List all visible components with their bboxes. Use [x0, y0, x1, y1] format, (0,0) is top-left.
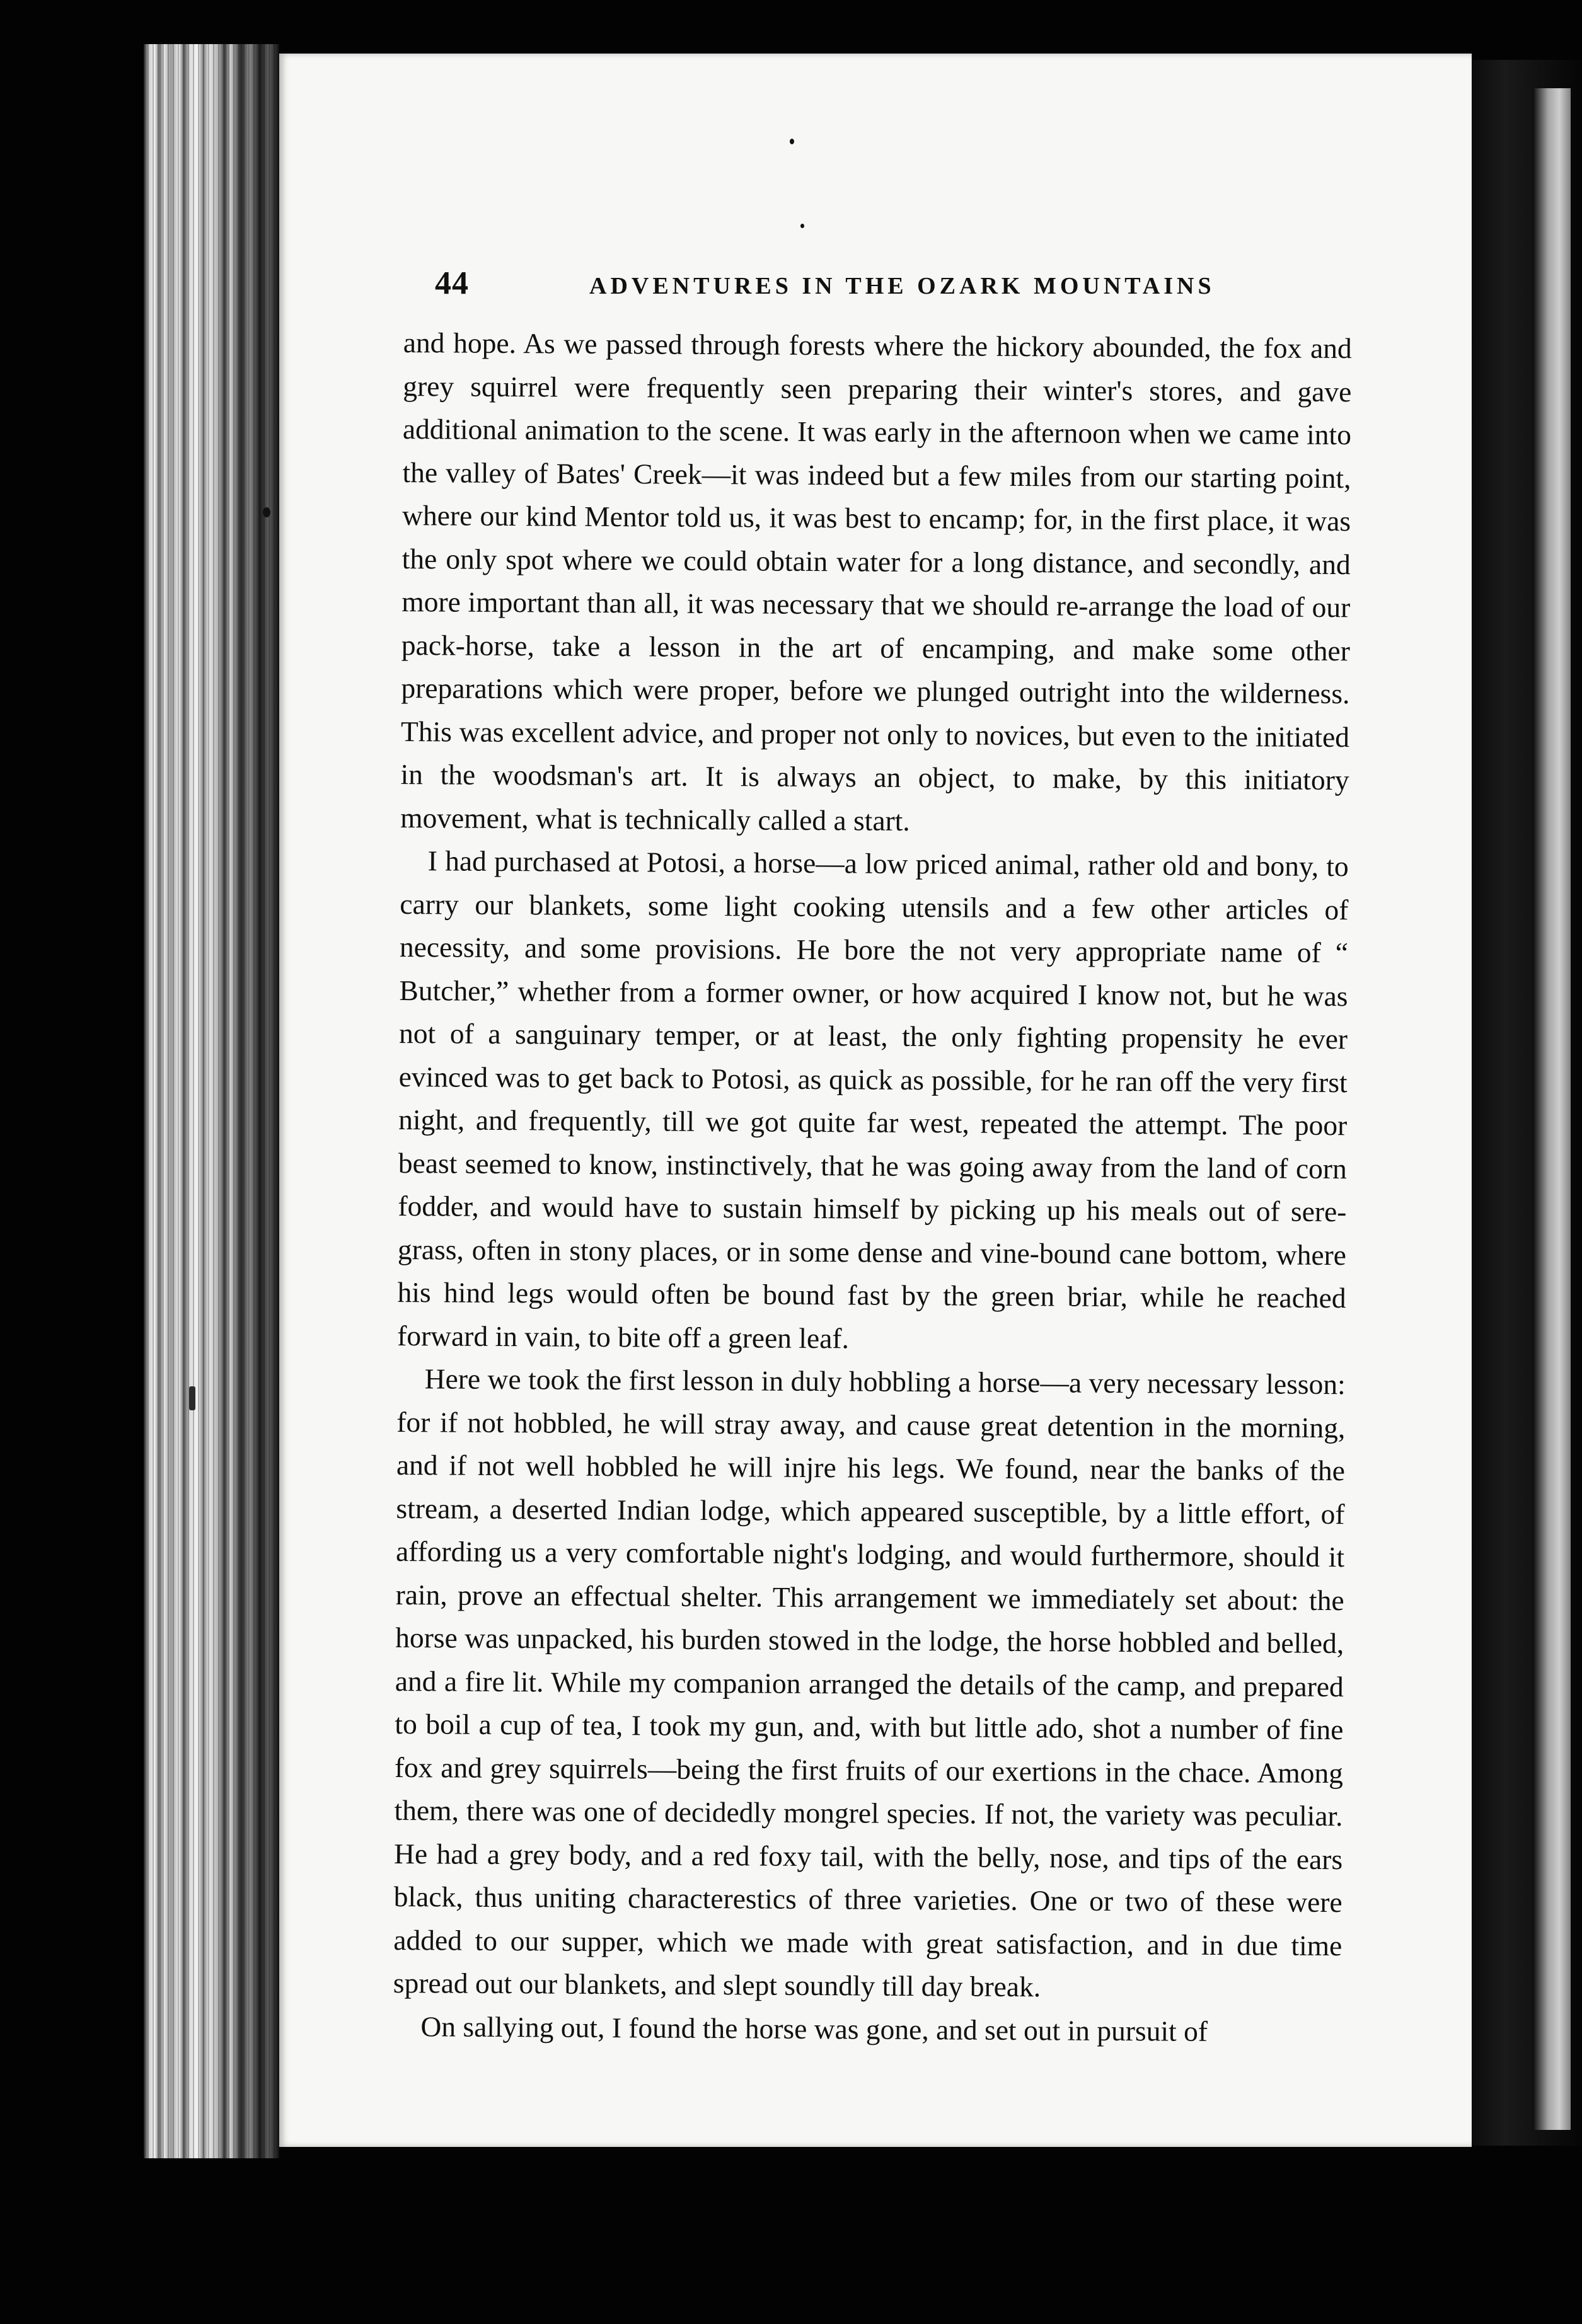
- paragraph: Here we took the first lesson in duly hobbling a horse—a very necessary lesson: for if not hobbled, he will stray away, and cause great detention in the morning, and if not well hobbled he will injre his legs. We found, near the banks of the stream, a deserted Indian lodge, which appeared susceptible, by a little effort, of affording us a very comfortable night's lodging, and would furthermore, should it rain, prove an effectual shelter. This arrangement we immediately set about: the horse was unpacked, his burden stowed in the lodge, the horse hobbled and belled, and a fire lit. While my companion arranged the details of the camp, and prepared to boil a cup of tea, I took my gun, and, with but little ado, shot a number of fine fox and grey squirrels—being the first fruits of our exertions in the chace. Among them, there was one of decidedly mongrel species. If not, the variety was peculiar. He had a grey body, and a red foxy tail, with the belly, nose, and tips of the ears black, thus uniting characterestics of three varieties. One or two of these were added to our supper, which we made with great satisfaction, and in due time spread out our blankets, and slept soundly till day break.: [393, 1362, 1346, 2003]
- next-page-edge: [1533, 88, 1571, 2130]
- running-head: [403, 265, 1352, 315]
- body-text: [393, 321, 1352, 2054]
- paragraph: I had purchased at Potosi, a horse—a low priced animal, rather old and bony, to carry our blankets, some light cooking utensils and a few other articles of necessity, and some provisions. He bore the not very appropriate name of “ Butcher,” whether from a former owner, or how acquired I know not, but he was not of a sanguinary temper, or at least, the only fighting propensity he ever evinced was to get back to Potosi, as quick as possible, for he ran off the very first night, and frequently, till we got quite far west, repeated the attempt. The poor beast seemed to know, instinctively, that he was going away from the land of corn fodder, and would have to sustain himself by picking up his meals out of sere-grass, often in stony places, or in some dense and vine-bound cane bottom, where his hind legs would often be bound fast by the green briar, while he reached forward in vain, to bite off a green leaf.: [397, 844, 1349, 1354]
- page-number: 44: [435, 265, 469, 301]
- book-page-edges: [144, 44, 279, 2158]
- running-head-title: ADVENTURES IN THE OZARK MOUNTAINS: [589, 273, 1215, 299]
- page-text-block: [393, 265, 1352, 2048]
- paragraph: and hope. As we passed through forests where the hickory abounded, the fox and grey squirrel were frequently seen preparing their winter's stores, and gave additional animation to the scene. It was early in the afternoon when we came into the valley of Bates' Creek—it was indeed but a few miles from our starting point, where our kind Mentor told us, it was best to encamp; for, in the first place, it was the only spot where we could obtain water for a long distance, and secondly, and more important than all, it was necessary that we should re-arrange the load of our pack-horse, take a lesson in the art of encamping, and make some other preparations which were proper, before we plunged outright into the wilderness. This was excellent advice, and proper not only to novices, but even to the initiated in the woodsman's art. It is always an object, to make, by this initiatory movement, what is technically called a start.: [400, 326, 1352, 837]
- paragraph: On sallying out, I found the horse was gone, and set out in pursuit of: [420, 2010, 1208, 2047]
